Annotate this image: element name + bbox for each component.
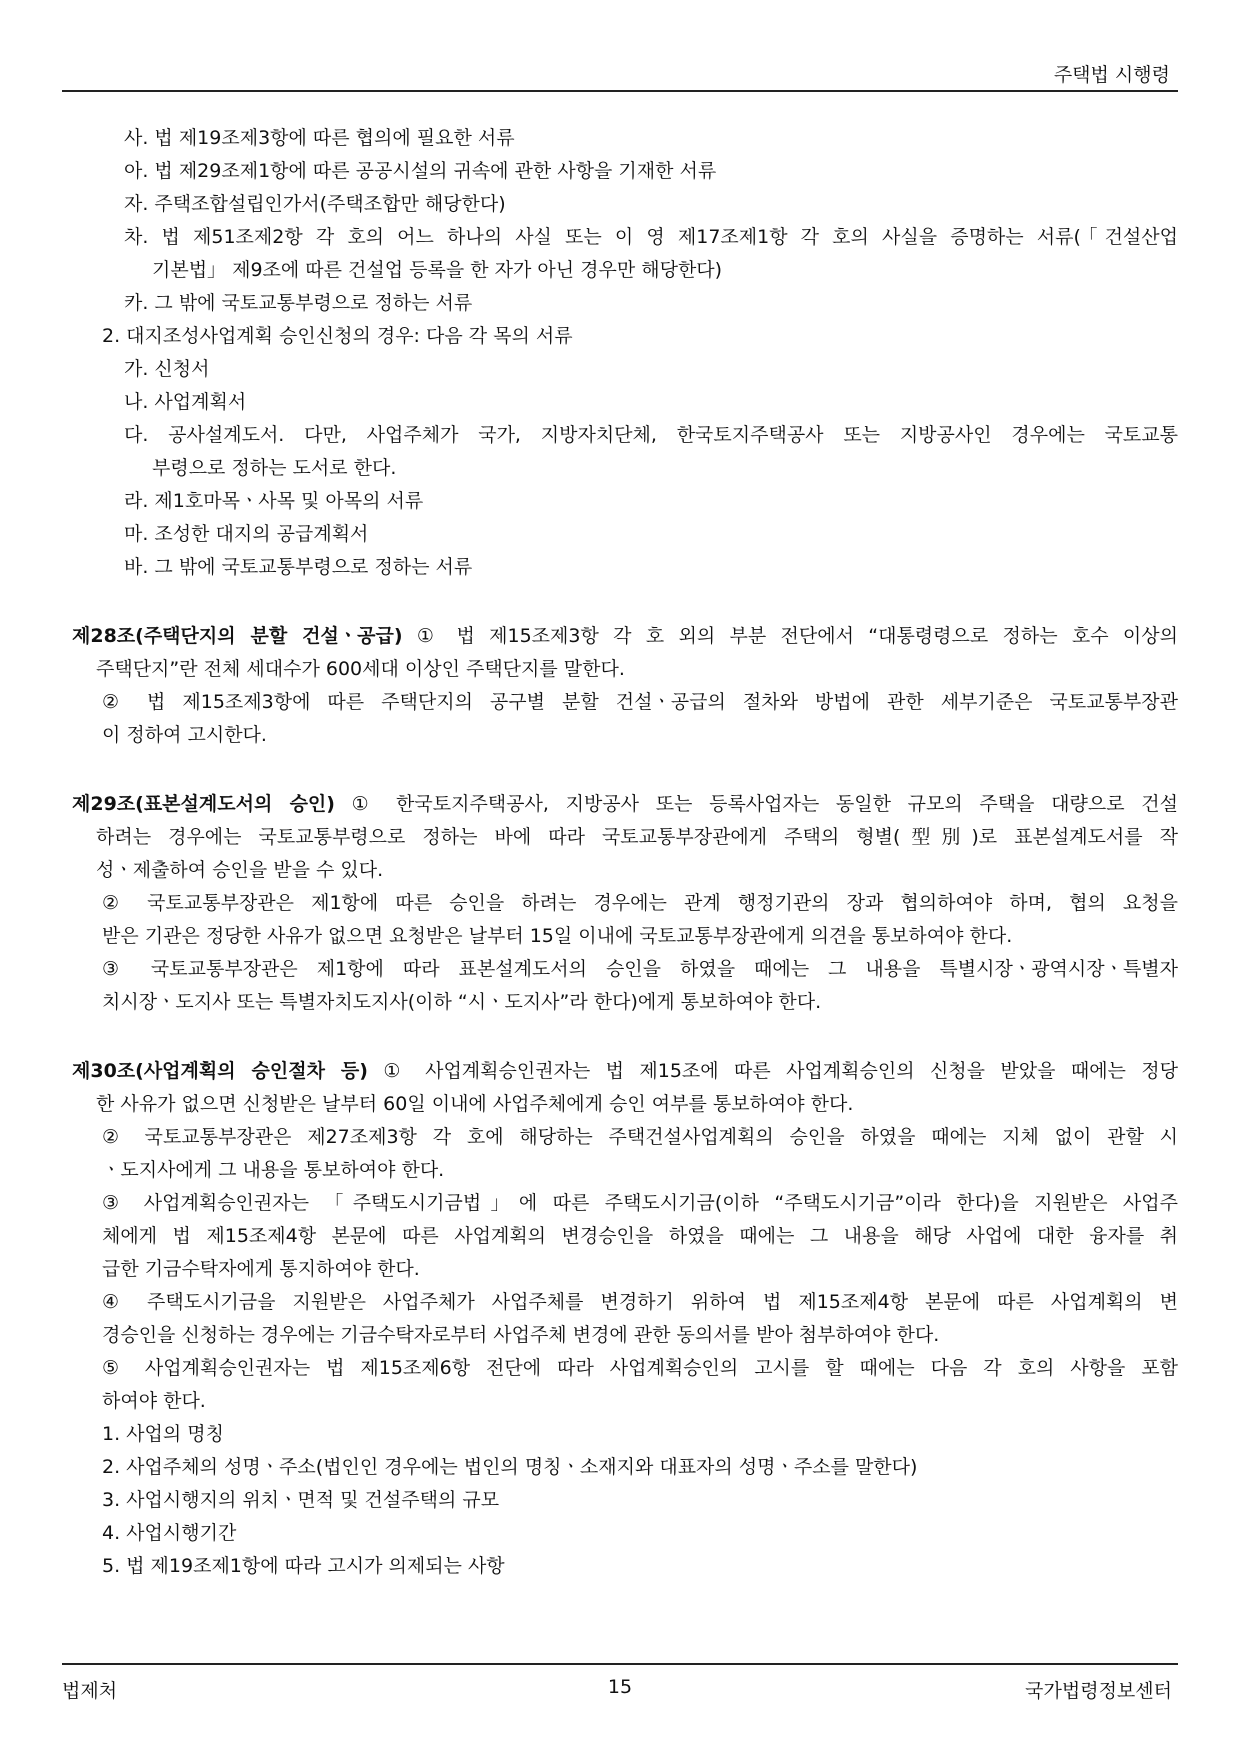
- list-item: 5. 법 제19조제1항에 따라 고시가 의제되는 사항: [102, 1555, 505, 1577]
- list-item-continuation: 부령으로 정하는 도서로 한다.: [152, 457, 397, 479]
- list-item: 가. 신청서: [124, 358, 210, 380]
- list-item: 4. 사업시행기간: [102, 1522, 237, 1544]
- article-line: ② 법 제15조제3항에 따른 주택단지의 공구별 분할 건설ㆍ공급의 절차와 방법에 관한 세부기준은 국토교통부장관: [102, 691, 1178, 713]
- article-line: 하려는 경우에는 국토교통부령으로 정하는 바에 따라 국토교통부장관에게 주택의 형별(型別)로 표본설계도서를 작: [96, 826, 1178, 848]
- article-line: ㆍ도지사에게 그 내용을 통보하여야 한다.: [102, 1159, 445, 1181]
- list-item: 마. 조성한 대지의 공급계획서: [124, 523, 369, 545]
- article-line: 한 사유가 없으면 신청받은 날부터 60일 이내에 사업주체에게 승인 여부를 통보하여야 한다.: [96, 1093, 854, 1115]
- footer-rule: [62, 1663, 1178, 1665]
- header-title: 주택법 시행령: [1053, 64, 1170, 86]
- article-30: [62, 1055, 1178, 1583]
- list-item: 나. 사업계획서: [124, 391, 247, 413]
- list-item: 다. 공사설계도서. 다만, 사업주체가 국가, 지방자치단체, 한국토지주택공사 또는 지방공사인 경우에는 국토교통: [124, 424, 1178, 446]
- article-line: ⑤ 사업계획승인권자는 법 제15조제6항 전단에 따라 사업계획승인의 고시를 할 때에는 다음 각 호의 사항을 포함: [102, 1357, 1178, 1379]
- article-29: [62, 788, 1178, 1019]
- list-item: 3. 사업시행지의 위치ㆍ면적 및 건설주택의 규모: [102, 1489, 500, 1511]
- article-line: 치시장ㆍ도지사 또는 특별자치도지사(이하 “시ㆍ도지사”라 한다)에게 통보하여야 한다.: [102, 991, 822, 1013]
- list-item: 바. 그 밖에 국토교통부령으로 정하는 서류: [124, 556, 473, 578]
- article-line: ② 국토교통부장관은 제27조제3항 각 호에 해당하는 주택건설사업계획의 승인을 하였을 때에는 지체 없이 관할 시: [102, 1126, 1178, 1148]
- article-heading: 제30조(사업계획의 승인절차 등): [72, 1060, 368, 1082]
- list-item: 사. 법 제19조제3항에 따른 협의에 필요한 서류: [124, 127, 515, 149]
- article-line: 하여야 한다.: [102, 1390, 206, 1412]
- list-item: 차. 법 제51조제2항 각 호의 어느 하나의 사실 또는 이 영 제17조제1항 각 호의 사실을 증명하는 서류(「건설산업: [124, 226, 1178, 248]
- list-item: 카. 그 밖에 국토교통부령으로 정하는 서류: [124, 292, 473, 314]
- article-text: ① 법 제15조제3항 각 호 외의 부분 전단에서 “대통령령으로 정하는 호수 이상의: [402, 625, 1178, 647]
- article-line: ② 국토교통부장관은 제1항에 따른 승인을 하려는 경우에는 관계 행정기관의 장과 협의하여야 하며, 협의 요청을: [102, 892, 1178, 914]
- article-heading: 제28조(주택단지의 분할 건설ㆍ공급): [72, 625, 403, 647]
- article-first-line: [62, 620, 1178, 653]
- list-item: 자. 주택조합설립인가서(주택조합만 해당한다): [124, 193, 506, 215]
- header-rule: [62, 90, 1178, 92]
- article-line: ③ 사업계획승인권자는 「주택도시기금법」에 따른 주택도시기금(이하 “주택도시기금”이라 한다)을 지원받은 사업주: [102, 1192, 1178, 1214]
- article-text: ① 한국토지주택공사, 지방공사 또는 등록사업자는 동일한 규모의 주택을 대량으로 건설: [334, 793, 1178, 815]
- article-text: ① 사업계획승인권자는 법 제15조에 따른 사업계획승인의 신청을 받았을 때에는 정당: [367, 1060, 1178, 1082]
- footer-source: 국가법령정보센터: [1025, 1680, 1172, 1702]
- list-item: 아. 법 제29조제1항에 따른 공공시설의 귀속에 관한 사항을 기재한 서류: [124, 160, 717, 182]
- article-line: ④ 주택도시기금을 지원받은 사업주체가 사업주체를 변경하기 위하여 법 제15조제4항 본문에 따른 사업계획의 변: [102, 1291, 1178, 1313]
- list-item: 2. 사업주체의 성명ㆍ주소(법인인 경우에는 법인의 명칭ㆍ소재지와 대표자의 성명ㆍ주소를 말한다): [102, 1456, 918, 1478]
- list-item: 2. 대지조성사업계획 승인신청의 경우: 다음 각 목의 서류: [102, 325, 573, 347]
- article-line: 받은 기관은 정당한 사유가 없으면 요청받은 날부터 15일 이내에 국토교통부장관에게 의견을 통보하여야 한다.: [102, 925, 1013, 947]
- article-28: [62, 620, 1178, 752]
- article-line: ③ 국토교통부장관은 제1항에 따라 표본설계도서의 승인을 하였을 때에는 그 내용을 특별시장ㆍ광역시장ㆍ특별자: [102, 958, 1178, 980]
- list-item: 라. 제1호마목ㆍ사목 및 아목의 서류: [124, 490, 424, 512]
- page-number: 15: [607, 1676, 633, 1698]
- article-line: 체에게 법 제15조제4항 본문에 따른 사업계획의 변경승인을 하였을 때에는 그 내용을 해당 사업에 대한 융자를 취: [102, 1225, 1178, 1247]
- list-item: 1. 사업의 명칭: [102, 1423, 224, 1445]
- article-line: 주택단지”란 전체 세대수가 600세대 이상인 주택단지를 말한다.: [96, 658, 625, 680]
- article-first-line: [62, 788, 1178, 821]
- page-body: [62, 122, 1178, 1583]
- article-heading: 제29조(표본설계도서의 승인): [72, 793, 335, 815]
- article-line: 성ㆍ제출하여 승인을 받을 수 있다.: [96, 859, 384, 881]
- list-item-continuation: 기본법」 제9조에 따른 건설업 등록을 한 자가 아닌 경우만 해당한다): [152, 259, 723, 281]
- article-line: 이 정하여 고시한다.: [102, 724, 267, 746]
- article-line: 급한 기금수탁자에게 통지하여야 한다.: [102, 1258, 420, 1280]
- footer-publisher: 법제처: [62, 1680, 118, 1702]
- article-first-line: [62, 1055, 1178, 1088]
- article-line: 경승인을 신청하는 경우에는 기금수탁자로부터 사업주체 변경에 관한 동의서를 받아 첨부하여야 한다.: [102, 1324, 940, 1346]
